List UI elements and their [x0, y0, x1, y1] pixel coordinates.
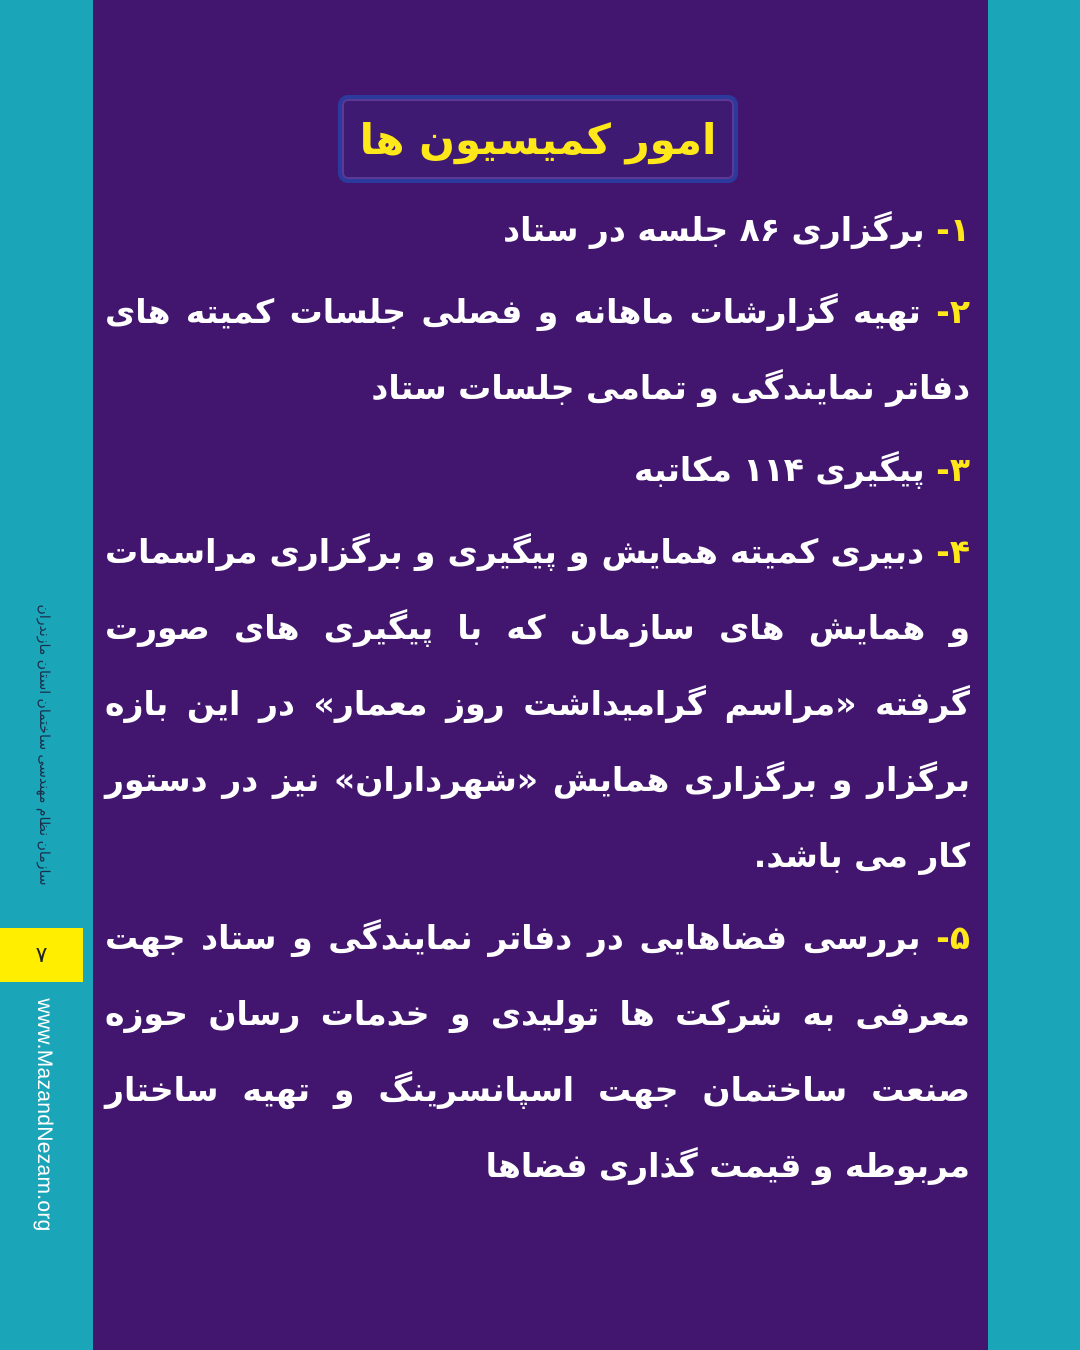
title-box [338, 95, 738, 183]
item-text: پیگیری ۱۱۴ مکاتبه [634, 450, 937, 489]
item-number: ۴- [936, 532, 970, 571]
item-text: دبیری کمیته همایش و پیگیری و برگزاری مراسمات و همایش های سازمان که با پیگیری های صورت گرفته «مراسم گرامیداشت روز معمار» در این بازه برگزار و برگزاری همایش «شهرداران» نیز در دستور کار می باشد. [105, 532, 970, 875]
page-title: امور کمیسیون ها [359, 114, 717, 164]
item-text: بررسی فضاهایی در دفاتر نمایندگی و ستاد جهت معرفی به شرکت ها تولیدی و خدمات رسان حوزه صنعت ساختمان جهت اسپانسرینگ و تهیه ساختار مربوطه و قیمت گذاری فضاها [105, 918, 970, 1185]
item-number: ۱- [936, 210, 970, 249]
org-name-vertical: سازمان نظام مهندسی ساختمان استان مازندران [36, 604, 52, 886]
item-text: تهیه گزارشات ماهانه و فصلی جلسات کمیته های دفاتر نمایندگی و تمامی جلسات ستاد [105, 292, 970, 407]
item-number: ۵- [936, 918, 970, 957]
right-side-strip [988, 0, 1080, 1350]
list-item-5 [105, 900, 970, 1204]
item-number: ۳- [936, 450, 970, 489]
item-text: برگزاری ۸۶ جلسه در ستاد [503, 210, 937, 249]
list-item-1 [105, 192, 970, 268]
website-url-vertical[interactable]: www.MazandNezam.org [33, 998, 56, 1232]
content-list [105, 192, 970, 1204]
list-item-4 [105, 514, 970, 894]
item-number: ۲- [936, 292, 970, 331]
page-number-badge: ۷ [0, 928, 83, 982]
list-item-3 [105, 432, 970, 508]
list-item-2 [105, 274, 970, 426]
